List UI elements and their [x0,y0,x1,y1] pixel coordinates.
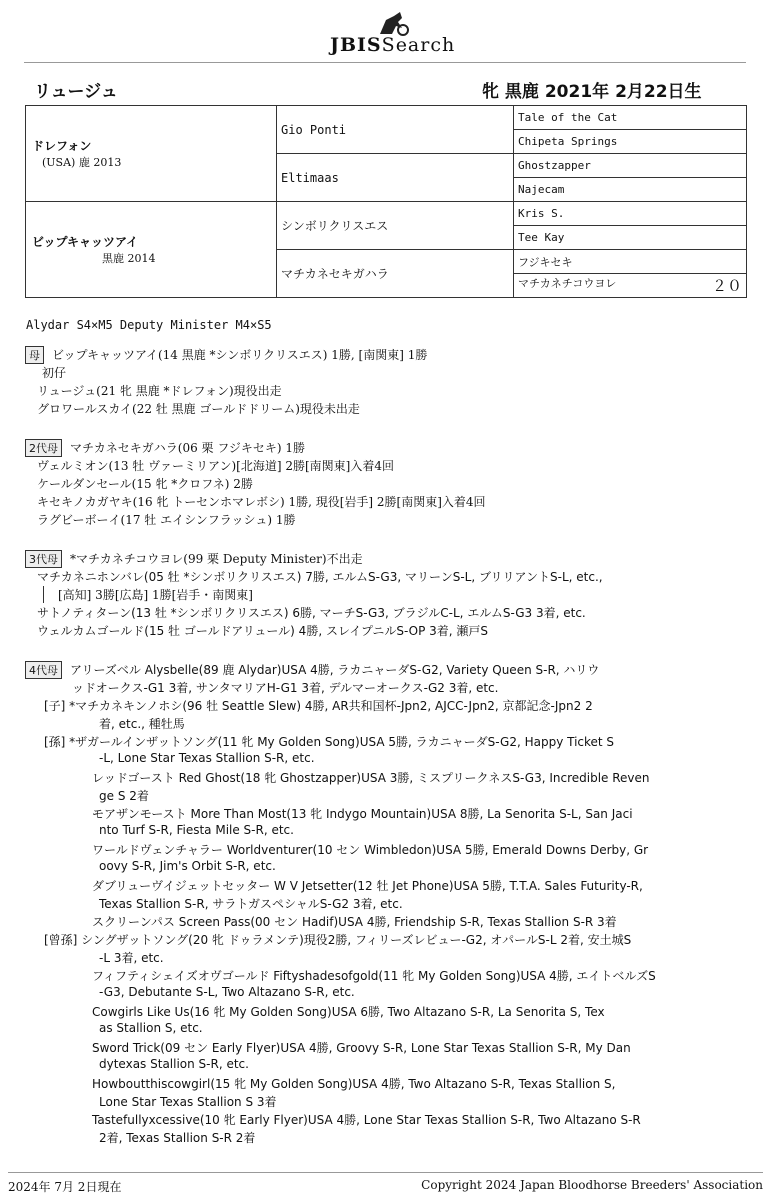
sire-sire: Gio Ponti [277,106,514,154]
family-line: マチカネニホンバレ(05 牡 *シンボリクリスエス) 7勝, エルムS-G3, マリーンS-L, ブリリアントS-L, etc., [37,570,603,584]
family-line: Sword Trick(09 セン Early Flyer)USA 4勝, Groovy S-R, Lone Star Texas Stallion S-R, My Dan [92,1041,631,1055]
family-line: ラグビーボーイ(17 牡 エイシンフラッシュ) 1勝 [37,513,296,527]
sire-cell [26,106,277,202]
family-line: フィフティシェイズオヴゴールド Fiftyshadesofgold(11 牝 My Golden Song)USA 4勝, エイトベルズS [92,969,656,983]
family-line: as Stallion S, etc. [99,1021,203,1035]
family-line: ッドオークス-G1 3着, サンタマリアH-G1 3着, デルマーオークス-G2 3着, etc. [72,681,499,695]
family-line: ge S 2着 [99,789,149,803]
family-line: Howboutthiscowgirl(15 牝 My Golden Song)USA 4勝, Two Altazano S-R, Texas Stallion S, [92,1077,616,1091]
sire-name: ドレフォン [32,139,92,153]
family-line: ダブリューヴイジェットセッター W V Jetsetter(12 牡 Jet Phone)USA 5勝, T.T.A. Sales Futurity-R, [92,879,643,893]
sire-info: (USA) 鹿 2013 [42,156,122,169]
section-3rd-dam: 3代母 *マチカネチコウヨレ(99 栗 Deputy Minister)不出走 [25,550,363,568]
family-line: -L, Lone Star Texas Stallion S-R, etc. [99,751,315,765]
dam-dam: マチカネセキガハラ [277,250,514,298]
header-rule [24,62,746,63]
family-line: ウェルカムゴールド(15 牡 ゴールドアリュール) 4勝, スレイプニルS-OP 3着, 瀬戸S [37,624,489,638]
family-line: -L 3着, etc. [99,951,164,965]
dam-cell [26,202,277,298]
logo-text: JBISSearch [330,34,456,56]
footer-rule [8,1172,763,1173]
family-line: 初仔 [42,366,67,380]
gen3-cell: マチカネチコウヨレ ２０ [514,274,747,298]
family-line: [孫] *ザガールインザットソング(11 牝 My Golden Song)USA 5勝, ラカニャーダS-G2, Happy Ticket S [44,735,615,749]
family-line: -G3, Debutante S-L, Two Altazano S-R, etc. [99,985,355,999]
family-line: Cowgirls Like Us(16 牝 My Golden Song)USA 6勝, Two Altazano S-R, La Senorita S, Tex [92,1005,605,1019]
family-line: ワールドヴェンチャラー Worldventurer(10 セン Wimbledon)USA 5勝, Emerald Downs Derby, Gr [92,843,649,857]
family-line: [曾孫] シングザットソング(20 牝 ドゥラメンテ)現役2勝, フィリーズレビュー-G2, オパールS-L 2着, 安土城S [44,933,632,947]
family-line: キセキノカガヤキ(16 牝 トーセンホマレボシ) 1勝, 現役[岩手] 2勝[南関東]入着4回 [37,495,486,509]
section-tag: 3代母 [25,550,62,568]
footer-copyright: Copyright 2024 Japan Bloodhorse Breeders' Association [421,1178,763,1192]
sire-dam: Eltimaas [277,154,514,202]
family-line: 2着, Texas Stallion S-R 2着 [99,1131,256,1145]
horse-birth-info: 牝 黒鹿 2021年 2月22日生 [482,82,702,102]
gen3-cell: Chipeta Springs [514,130,747,154]
section-dam: 母 ビップキャッツアイ(14 黒鹿 *シンボリクリスエス) 1勝, [南関東] 1勝 [25,346,427,364]
gen3-cell: Kris S. [514,202,747,226]
family-line: Tastefullyxcessive(10 牝 Early Flyer)USA 4勝, Lone Star Texas Stallion S-R, Two Altazano S-R [92,1113,641,1127]
section-tag: 母 [25,346,44,364]
family-line: nto Turf S-R, Fiesta Mile S-R, etc. [99,823,294,837]
family-line: リュージュ(21 牝 黒鹿 *ドレフォン)現役出走 [37,384,282,398]
inbreed-info: Alydar S4×M5 Deputy Minister M4×S5 [26,318,272,332]
family-line: レッドゴースト Red Ghost(18 牝 Ghostzapper)USA 3勝, ミスプリークネスS-G3, Incredible Reven [92,771,650,785]
family-line: dytexas Stallion S-R, etc. [99,1057,249,1071]
dam-info: 黒鹿 2014 [102,252,156,265]
pedigree-table [25,105,747,298]
footer-date: 2024年 7月 2日現在 [8,1180,122,1194]
gen3-cell: Ghostzapper [514,154,747,178]
family-line: スクリーンパス Screen Pass(00 セン Hadif)USA 4勝, Friendship S-R, Texas Stallion S-R 3着 [92,915,617,929]
family-line: Lone Star Texas Stallion S 3着 [99,1095,277,1109]
dam-sire: シンボリクリスエス [277,202,514,250]
family-line: ヴェルミオン(13 牡 ヴァーミリアン)[北海道] 2勝[南関東]入着4回 [37,459,394,473]
section-2nd-dam: 2代母 マチカネセキガハラ(06 栗 フジキセキ) 1勝 [25,439,305,457]
family-line: oovy S-R, Jim's Orbit S-R, etc. [99,859,276,873]
family-line: サトノティターン(13 牡 *シンボリクリスエス) 6勝, マーチS-G3, ブラジルC-L, エルムS-G3 3着, etc. [37,606,586,620]
section-tag: 4代母 [25,661,62,679]
gen3-cell: Najecam [514,178,747,202]
family-line: 着, etc., 種牡馬 [99,717,185,731]
family-line: ケールダンセール(15 牝 *クロフネ) 2勝 [37,477,253,491]
gen3-cell: Tale of the Cat [514,106,747,130]
family-line: グロワールスカイ(22 牡 黒鹿 ゴールドドリーム)現役未出走 [37,402,360,416]
section-4th-dam: 4代母 アリーズベル Alysbelle(89 鹿 Alydar)USA 4勝, ラカニャーダS-G2, Variety Queen S-R, ハリウ [25,661,599,679]
family-line: [高知] 3勝[広島] 1勝[岩手・南関東] [43,586,253,603]
dam-name: ビップキャッツアイ [32,235,138,249]
gen3-cell: フジキセキ [514,250,747,274]
section-tag: 2代母 [25,439,62,457]
pedigree-count: ２０ [711,277,742,295]
jbis-logo [0,4,775,60]
family-line: Texas Stallion S-R, サラトガスペシャルS-G2 3着, etc. [99,897,403,911]
family-line: [子] *マチカネキンノホシ(96 牡 Seattle Slew) 4勝, AR共和国杯-Jpn2, AJCC-Jpn2, 京都記念-Jpn2 2 [44,699,593,713]
gen3-cell: Tee Kay [514,226,747,250]
horse-name: リュージュ [34,82,118,102]
family-line: モアザンモースト More Than Most(13 牝 Indygo Mountain)USA 8勝, La Senorita S-L, San Jaci [92,807,633,821]
